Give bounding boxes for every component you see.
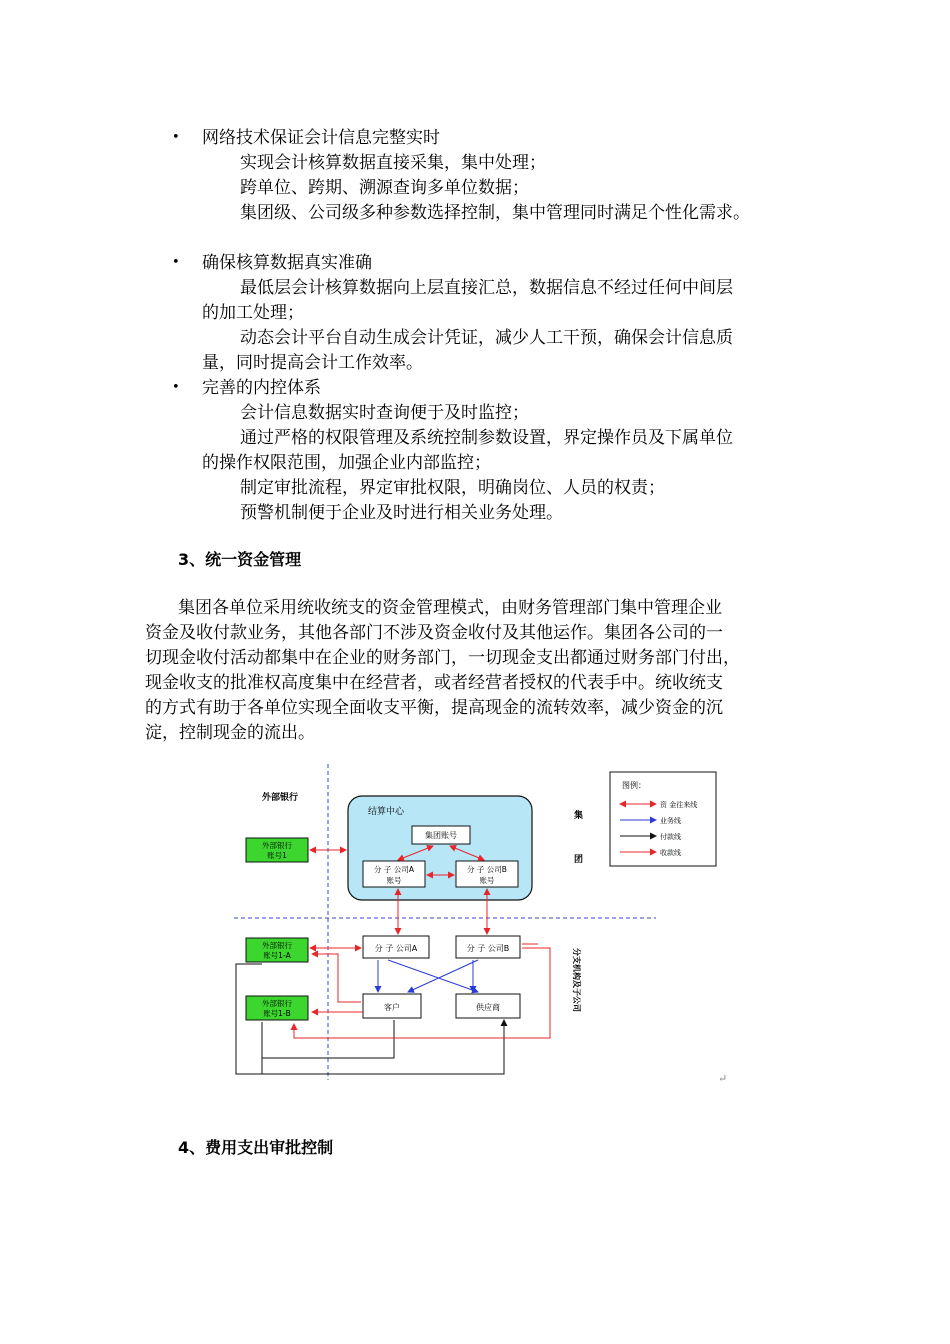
paragraph-line-2: 资金及收付款业务，其他各部门不涉及资金收付及其他运作。集团各公司的一 bbox=[145, 623, 723, 643]
group-side-label-1: 集 bbox=[574, 811, 584, 821]
paragraph-line-1: 集团各单位采用统收统支的资金管理模式，由财务管理部门集中管理企业 bbox=[178, 598, 722, 618]
paragraph-line-5: 的方式有助于各单位实现全面收支平衡，提高现金的流转效率，减少资金的沉 bbox=[145, 698, 723, 718]
section-1-line-2: 跨单位、跨期、溯源查询多单位数据； bbox=[240, 178, 529, 198]
section-3-line-5: 预警机制便于企业及时进行相关业务处理。 bbox=[240, 503, 563, 523]
bullet-2: • bbox=[172, 255, 180, 270]
fund-flow-diagram bbox=[228, 762, 728, 1086]
section-3-line-2: 通过严格的权限管理及系统控制参数设置，界定操作员及下属单位 bbox=[240, 428, 733, 448]
bank-1a-line1: 外部银行 bbox=[262, 941, 292, 950]
sub-account-a-line2: 账号 bbox=[386, 876, 402, 885]
external-bank-label: 外部银行 bbox=[262, 793, 299, 803]
bullet-3: • bbox=[172, 380, 180, 395]
legend-item-3: 付款线 bbox=[660, 833, 681, 841]
bank-1-line2: 账号1 bbox=[267, 851, 287, 860]
bank-1b-line2: 账号1-B bbox=[263, 1009, 291, 1018]
customer-label: 客户 bbox=[384, 1003, 400, 1012]
group-account-label: 集团账号 bbox=[425, 831, 457, 840]
section-3-line-4: 制定审批流程，界定审批权限，明确岗位、人员的权责； bbox=[240, 478, 665, 498]
paragraph-line-4: 现金收支的批准权高度集中在经营者，或者经营者授权的代表手中。统收统支 bbox=[145, 673, 723, 693]
section-1-line-3: 集团级、公司级多种参数选择控制，集中管理同时满足个性化需求。 bbox=[240, 203, 750, 223]
section-2-title: 确保核算数据真实准确 bbox=[202, 253, 372, 273]
bank-1b-line1: 外部银行 bbox=[262, 999, 292, 1008]
legend-title: 图例： bbox=[622, 781, 646, 790]
legend-item-4: 收款线 bbox=[660, 849, 681, 857]
sub-account-b-line1: 分 子 公司B bbox=[467, 865, 507, 874]
section-1-title: 网络技术保证会计信息完整实时 bbox=[202, 128, 440, 148]
section-3-title: 完善的内控体系 bbox=[202, 378, 321, 398]
section-1-line-1: 实现会计核算数据直接采集，集中处理； bbox=[240, 153, 546, 173]
section-2-line-3: 动态会计平台自动生成会计凭证，减少人工干预，确保会计信息质 bbox=[240, 328, 733, 348]
sub-account-b-line2: 账号 bbox=[479, 876, 495, 885]
section-3-line-3: 的操作权限范围，加强企业内部监控； bbox=[202, 453, 491, 473]
section-2-line-2: 的加工处理； bbox=[202, 303, 304, 323]
branch-a-label: 分 子 公司A bbox=[374, 944, 418, 953]
legend-item-2: 业务线 bbox=[660, 817, 681, 825]
supplier-label: 供应商 bbox=[476, 1003, 500, 1012]
sub-account-a-line1: 分 子 公司A bbox=[374, 865, 414, 874]
bullet-1: • bbox=[172, 130, 180, 145]
paragraph-return-mark: ↵ bbox=[718, 1072, 728, 1085]
heading-fund-management: 3、统一资金管理 bbox=[178, 550, 302, 569]
settlement-center-label: 结算中心 bbox=[368, 807, 405, 817]
section-2-line-1: 最低层会计核算数据向上层直接汇总，数据信息不经过任何中间层 bbox=[240, 278, 733, 298]
section-3-line-1: 会计信息数据实时查询便于及时监控； bbox=[240, 403, 529, 423]
paragraph-line-6: 淀，控制现金的流出。 bbox=[145, 723, 315, 743]
bank-1-line1: 外部银行 bbox=[262, 841, 292, 850]
branch-b-label: 分 子 公司B bbox=[466, 944, 510, 953]
legend-item-1: 资 金往来线 bbox=[660, 801, 698, 809]
heading-expense-approval: 4、费用支出审批控制 bbox=[178, 1138, 334, 1157]
branch-side-label: 分支机构及子公司 bbox=[572, 948, 581, 1012]
bank-1a-line2: 账号1-A bbox=[263, 951, 291, 960]
paragraph-line-3: 切现金收付活动都集中在企业的财务部门，一切现金支出都通过财务部门付出， bbox=[145, 648, 740, 668]
section-2-line-4: 量，同时提高会计工作效率。 bbox=[202, 353, 423, 373]
group-side-label-2: 团 bbox=[574, 855, 584, 865]
